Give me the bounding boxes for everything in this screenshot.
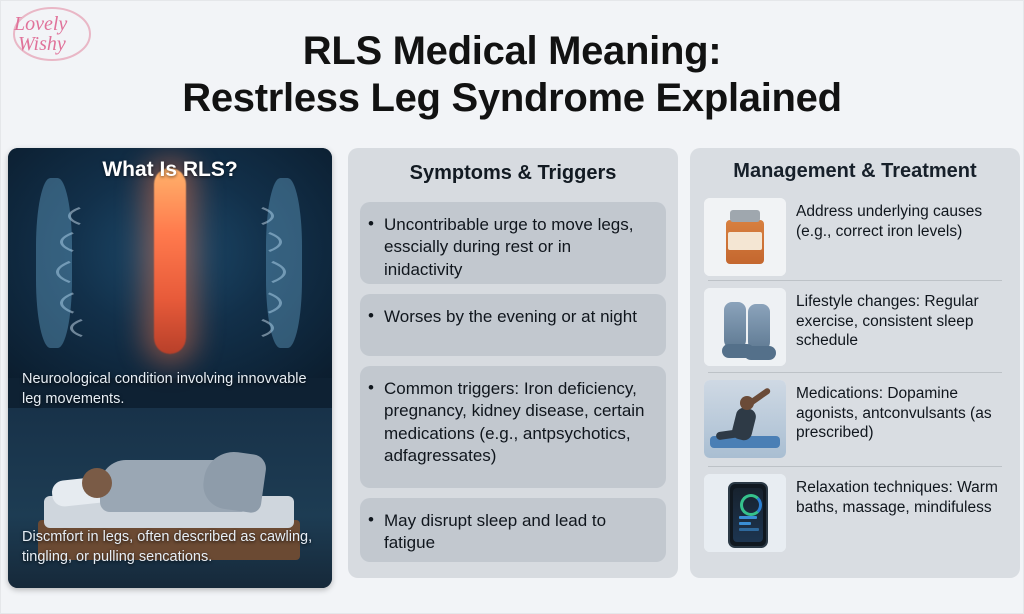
pill-bottle-icon (704, 198, 786, 276)
panel-symptoms-triggers (348, 148, 678, 578)
bullet-icon: • (368, 510, 374, 529)
page-title (0, 28, 1024, 122)
svg-text:Lovely: Lovely (14, 13, 68, 35)
symptom-text: Common triggers: Iron deficiency, pregnancy, kidney disease, certain medications (e.g., antpsychotics, adfagressates) (384, 379, 645, 466)
item-divider (708, 280, 1002, 281)
symptom-text: Worses by the evening or at night (384, 307, 637, 326)
treatment-text: Relaxation techniques: Warm baths, massage, mindifuless (796, 479, 998, 516)
treatment-text: Medications: Dopamine agonists, antconvulsants (as prescribed) (796, 385, 992, 442)
treatment-item (704, 474, 1006, 552)
item-divider (708, 372, 1002, 373)
left-caption-1: Neuroological condition involving innovvable leg movements. (22, 371, 307, 407)
treatment-item (704, 380, 1006, 458)
socks-icon (704, 288, 786, 366)
left-caption-2: Discmfort in legs, often described as cawling, tingling, or pulling sencations. (22, 529, 313, 565)
spine-illustration (8, 148, 332, 378)
treatment-text: Address underlying causes (e.g., correct iron levels) (796, 203, 983, 240)
treatment-item (704, 288, 1006, 366)
middle-panel-title: Symptoms & Triggers (409, 162, 617, 184)
panel-what-is-rls (8, 148, 332, 588)
page-title-line-1: RLS Medical Meaning: (302, 29, 722, 73)
symptom-text: May disrupt sleep and lead to fatigue (384, 511, 607, 553)
symptom-text: Uncontribable urge to move legs, esscially during rest or in inidactivity (384, 215, 634, 279)
bullet-icon: • (368, 306, 374, 325)
treatment-item (704, 198, 1006, 276)
panel-management-treatment (690, 148, 1020, 578)
bullet-icon: • (368, 378, 374, 397)
bullet-icon: • (368, 214, 374, 233)
item-divider (708, 466, 1002, 467)
svg-text:Wishy: Wishy (18, 33, 66, 55)
right-panel-title: Management & Treatment (733, 160, 977, 182)
treatment-text: Lifestyle changes: Regular exercise, consistent sleep schedule (796, 293, 979, 350)
left-panel-title: What Is RLS? (102, 158, 238, 181)
symptom-card (360, 498, 666, 562)
phone-app-icon (704, 474, 786, 552)
symptom-card (360, 202, 666, 284)
symptom-card (360, 366, 666, 488)
symptom-card (360, 294, 666, 356)
page-title-line-2: Restrless Leg Syndrome Explained (182, 76, 842, 121)
yoga-stretch-icon (704, 380, 786, 458)
